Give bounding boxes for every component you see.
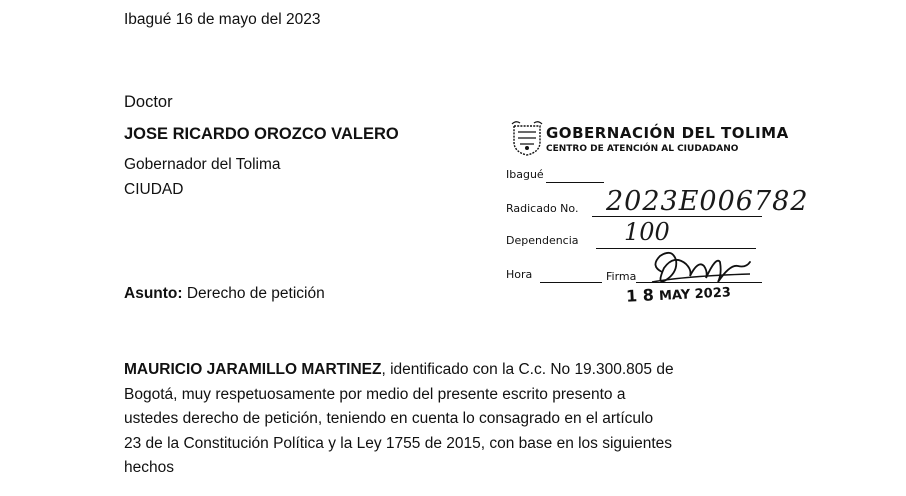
body-line-1-rest: , identificado con la C.c. No 19.300.805 de <box>381 361 674 378</box>
body-line-3: ustedes derecho de petición, teniendo en cuenta lo consagrado en el artículo <box>124 410 654 427</box>
stamp-dependencia-label: Dependencia <box>506 234 579 247</box>
body-line-1 <box>124 358 804 383</box>
subject-text: Derecho de petición <box>182 285 325 302</box>
reception-stamp <box>506 120 809 320</box>
recipient-city: CIUDAD <box>124 181 184 198</box>
subject-label: Asunto: <box>124 285 183 302</box>
body-paragraph <box>124 358 804 481</box>
stamp-ibague-label: Ibagué <box>506 168 544 181</box>
stamp-radicado-label: Radicado No. <box>506 202 579 215</box>
dependencia-value: 100 <box>624 218 670 246</box>
stamp-hora-label: Hora <box>506 268 533 281</box>
body-line-4: 23 de la Constitución Política y la Ley 1755 de 2015, con base en los siguientes <box>124 434 673 452</box>
date-stamp-day: 1 8 <box>625 285 655 306</box>
received-date-stamp <box>626 281 732 305</box>
body-line-2: Bogotá, muy respetuosamente por medio del presente escrito presento a <box>124 385 626 403</box>
date-line: Ibagué 16 de mayo del 2023 <box>124 11 321 28</box>
radicado-value: 2023E006782 <box>606 186 809 217</box>
recipient-name: JOSE RICARDO OROZCO VALERO <box>124 125 399 143</box>
stamp-firma-label: Firma <box>606 270 637 283</box>
date-stamp-rest: MAY 2023 <box>658 285 732 305</box>
tolima-seal-icon <box>510 120 544 156</box>
subject-line <box>124 284 325 304</box>
body-line-5: hechos <box>124 459 174 476</box>
ibague-line <box>546 182 604 183</box>
author-name: MAURICIO JARAMILLO MARTINEZ <box>124 361 382 378</box>
hora-line <box>540 282 602 283</box>
recipient-position: Gobernador del Tolima <box>124 156 281 173</box>
salutation: Doctor <box>124 93 173 111</box>
stamp-title: GOBERNACIÓN DEL TOLIMA <box>546 124 789 142</box>
stamp-subtitle: CENTRO DE ATENCIÓN AL CIUDADANO <box>546 144 739 154</box>
